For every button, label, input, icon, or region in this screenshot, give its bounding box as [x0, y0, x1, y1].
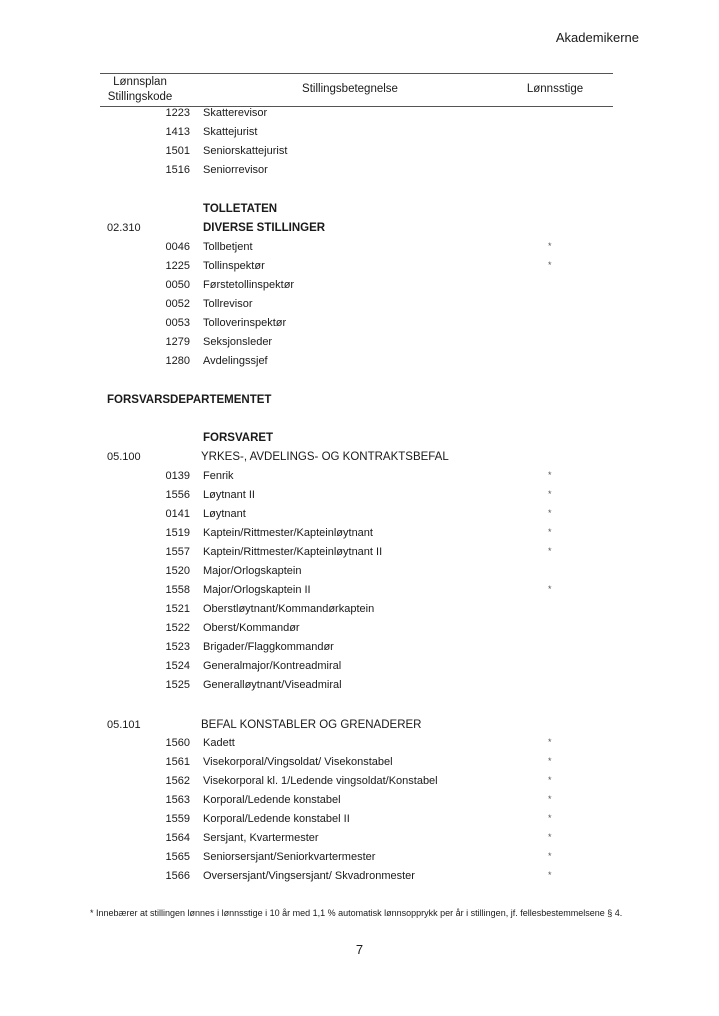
position-title: Seksjonsleder [203, 336, 273, 348]
position-code: 1561 [165, 756, 190, 768]
position-title: Kaptein/Rittmester/Kapteinløytnant II [203, 546, 383, 558]
position-title: Tollinspektør [203, 260, 265, 272]
position-code: 1519 [165, 527, 190, 539]
position-code: 1501 [165, 145, 190, 157]
salary-scale-marker: * [548, 241, 552, 251]
salary-scale-marker: * [548, 508, 552, 518]
position-title: Kadett [203, 737, 235, 749]
salary-scale-marker: * [548, 813, 552, 823]
department-heading: FORSVARSDEPARTEMENTET [107, 394, 272, 406]
position-title: Major/Orlogskaptein II [203, 584, 311, 596]
salary-scale-marker: * [548, 756, 552, 766]
salary-scale-marker: * [548, 546, 552, 556]
position-code: 1524 [165, 660, 190, 672]
position-code: 1413 [165, 126, 190, 138]
salary-scale-marker: * [548, 775, 552, 785]
position-title: Tolloverinspektør [203, 317, 287, 329]
header-organization: Akademikerne [555, 30, 639, 45]
position-code: 1566 [165, 870, 190, 882]
table-top-rule [100, 73, 613, 74]
salary-scale-marker: * [548, 832, 552, 842]
position-code: 1558 [165, 584, 190, 596]
position-code: 1563 [165, 794, 190, 806]
position-code: 0046 [165, 241, 190, 253]
position-code: 1225 [165, 260, 190, 272]
section-subheading: BEFAL KONSTABLER OG GRENADERER [201, 719, 422, 731]
position-code: 1280 [165, 355, 190, 367]
salary-plan-code: 05.101 [107, 719, 141, 731]
column-header-code-line1: Lønnsplan [113, 76, 167, 88]
position-code: 1522 [165, 622, 190, 634]
salary-plan-code: 02.310 [107, 222, 141, 234]
position-title: Skatterevisor [203, 107, 268, 119]
position-code: 0141 [165, 508, 190, 520]
section-heading: DIVERSE STILLINGER [203, 222, 326, 234]
salary-scale-marker: * [548, 794, 552, 804]
position-title: Major/Orlogskaptein [203, 565, 302, 577]
position-code: 1520 [165, 565, 190, 577]
position-title: Generalmajor/Kontreadmiral [203, 660, 342, 672]
position-title: Fenrik [203, 470, 234, 482]
position-title: Løytnant [203, 508, 246, 520]
salary-scale-marker: * [548, 737, 552, 747]
salary-scale-marker: * [548, 527, 552, 537]
position-code: 1279 [165, 336, 190, 348]
section-heading: TOLLETATEN [203, 203, 278, 215]
position-code: 1560 [165, 737, 190, 749]
position-title: Tollbetjent [203, 241, 253, 253]
position-code: 0050 [165, 279, 190, 291]
column-header-scale: Lønnsstige [526, 83, 584, 95]
position-code: 1525 [165, 679, 190, 691]
position-title: Seniorsersjant/Seniorkvartermester [203, 851, 376, 863]
position-title: Seniorskattejurist [203, 145, 288, 157]
section-subheading: YRKES-, AVDELINGS- OG KONTRAKTSBEFAL [201, 451, 449, 463]
salary-scale-marker: * [548, 470, 552, 480]
position-title: Oversersjant/Vingsersjant/ Skvadronmester [203, 870, 415, 882]
position-code: 1223 [165, 107, 190, 119]
position-title: Seniorrevisor [203, 164, 268, 176]
footnote: * Innebærer at stillingen lønnes i lønnsstige i 10 år med 1,1 % automatisk lønnsopprykk per år i stillingen, jf. fellesbestemmelsene § 4. [90, 908, 623, 918]
column-header-code-line2: Stillingskode [107, 91, 173, 103]
salary-scale-marker: * [548, 851, 552, 861]
position-code: 1565 [165, 851, 190, 863]
position-code: 1556 [165, 489, 190, 501]
position-title: Generalløytnant/Viseadmiral [203, 679, 342, 691]
position-title: Korporal/Ledende konstabel [203, 794, 341, 806]
position-code: 1521 [165, 603, 190, 615]
position-code: 1523 [165, 641, 190, 653]
position-code: 0052 [165, 298, 190, 310]
position-title: Visekorporal kl. 1/Ledende vingsoldat/Konstabel [203, 775, 438, 787]
page-number: 7 [355, 942, 364, 957]
position-title: Førstetollinspektør [203, 279, 295, 291]
position-title: Oberstløytnant/Kommandørkaptein [203, 603, 375, 615]
position-code: 0139 [165, 470, 190, 482]
position-code: 1557 [165, 546, 190, 558]
salary-scale-marker: * [548, 584, 552, 594]
column-header-title: Stillingsbetegnelse [302, 83, 398, 95]
section-heading: FORSVARET [203, 432, 274, 444]
position-code: 1562 [165, 775, 190, 787]
position-code: 1559 [165, 813, 190, 825]
salary-scale-marker: * [548, 489, 552, 499]
salary-scale-marker: * [548, 870, 552, 880]
position-title: Løytnant II [203, 489, 255, 501]
position-title: Brigader/Flaggkommandør [203, 641, 334, 653]
position-title: Kaptein/Rittmester/Kapteinløytnant [203, 527, 373, 539]
position-code: 1564 [165, 832, 190, 844]
salary-plan-code: 05.100 [107, 451, 141, 463]
position-title: Skattejurist [203, 126, 258, 138]
position-title: Avdelingssjef [203, 355, 268, 367]
position-code: 0053 [165, 317, 190, 329]
position-code: 1516 [165, 164, 190, 176]
column-header-code [105, 75, 175, 105]
position-title: Tollrevisor [203, 298, 253, 310]
position-title: Korporal/Ledende konstabel II [203, 813, 350, 825]
salary-scale-marker: * [548, 260, 552, 270]
position-title: Visekorporal/Vingsoldat/ Visekonstabel [203, 756, 393, 768]
position-title: Oberst/Kommandør [203, 622, 300, 634]
position-title: Sersjant, Kvartermester [203, 832, 319, 844]
